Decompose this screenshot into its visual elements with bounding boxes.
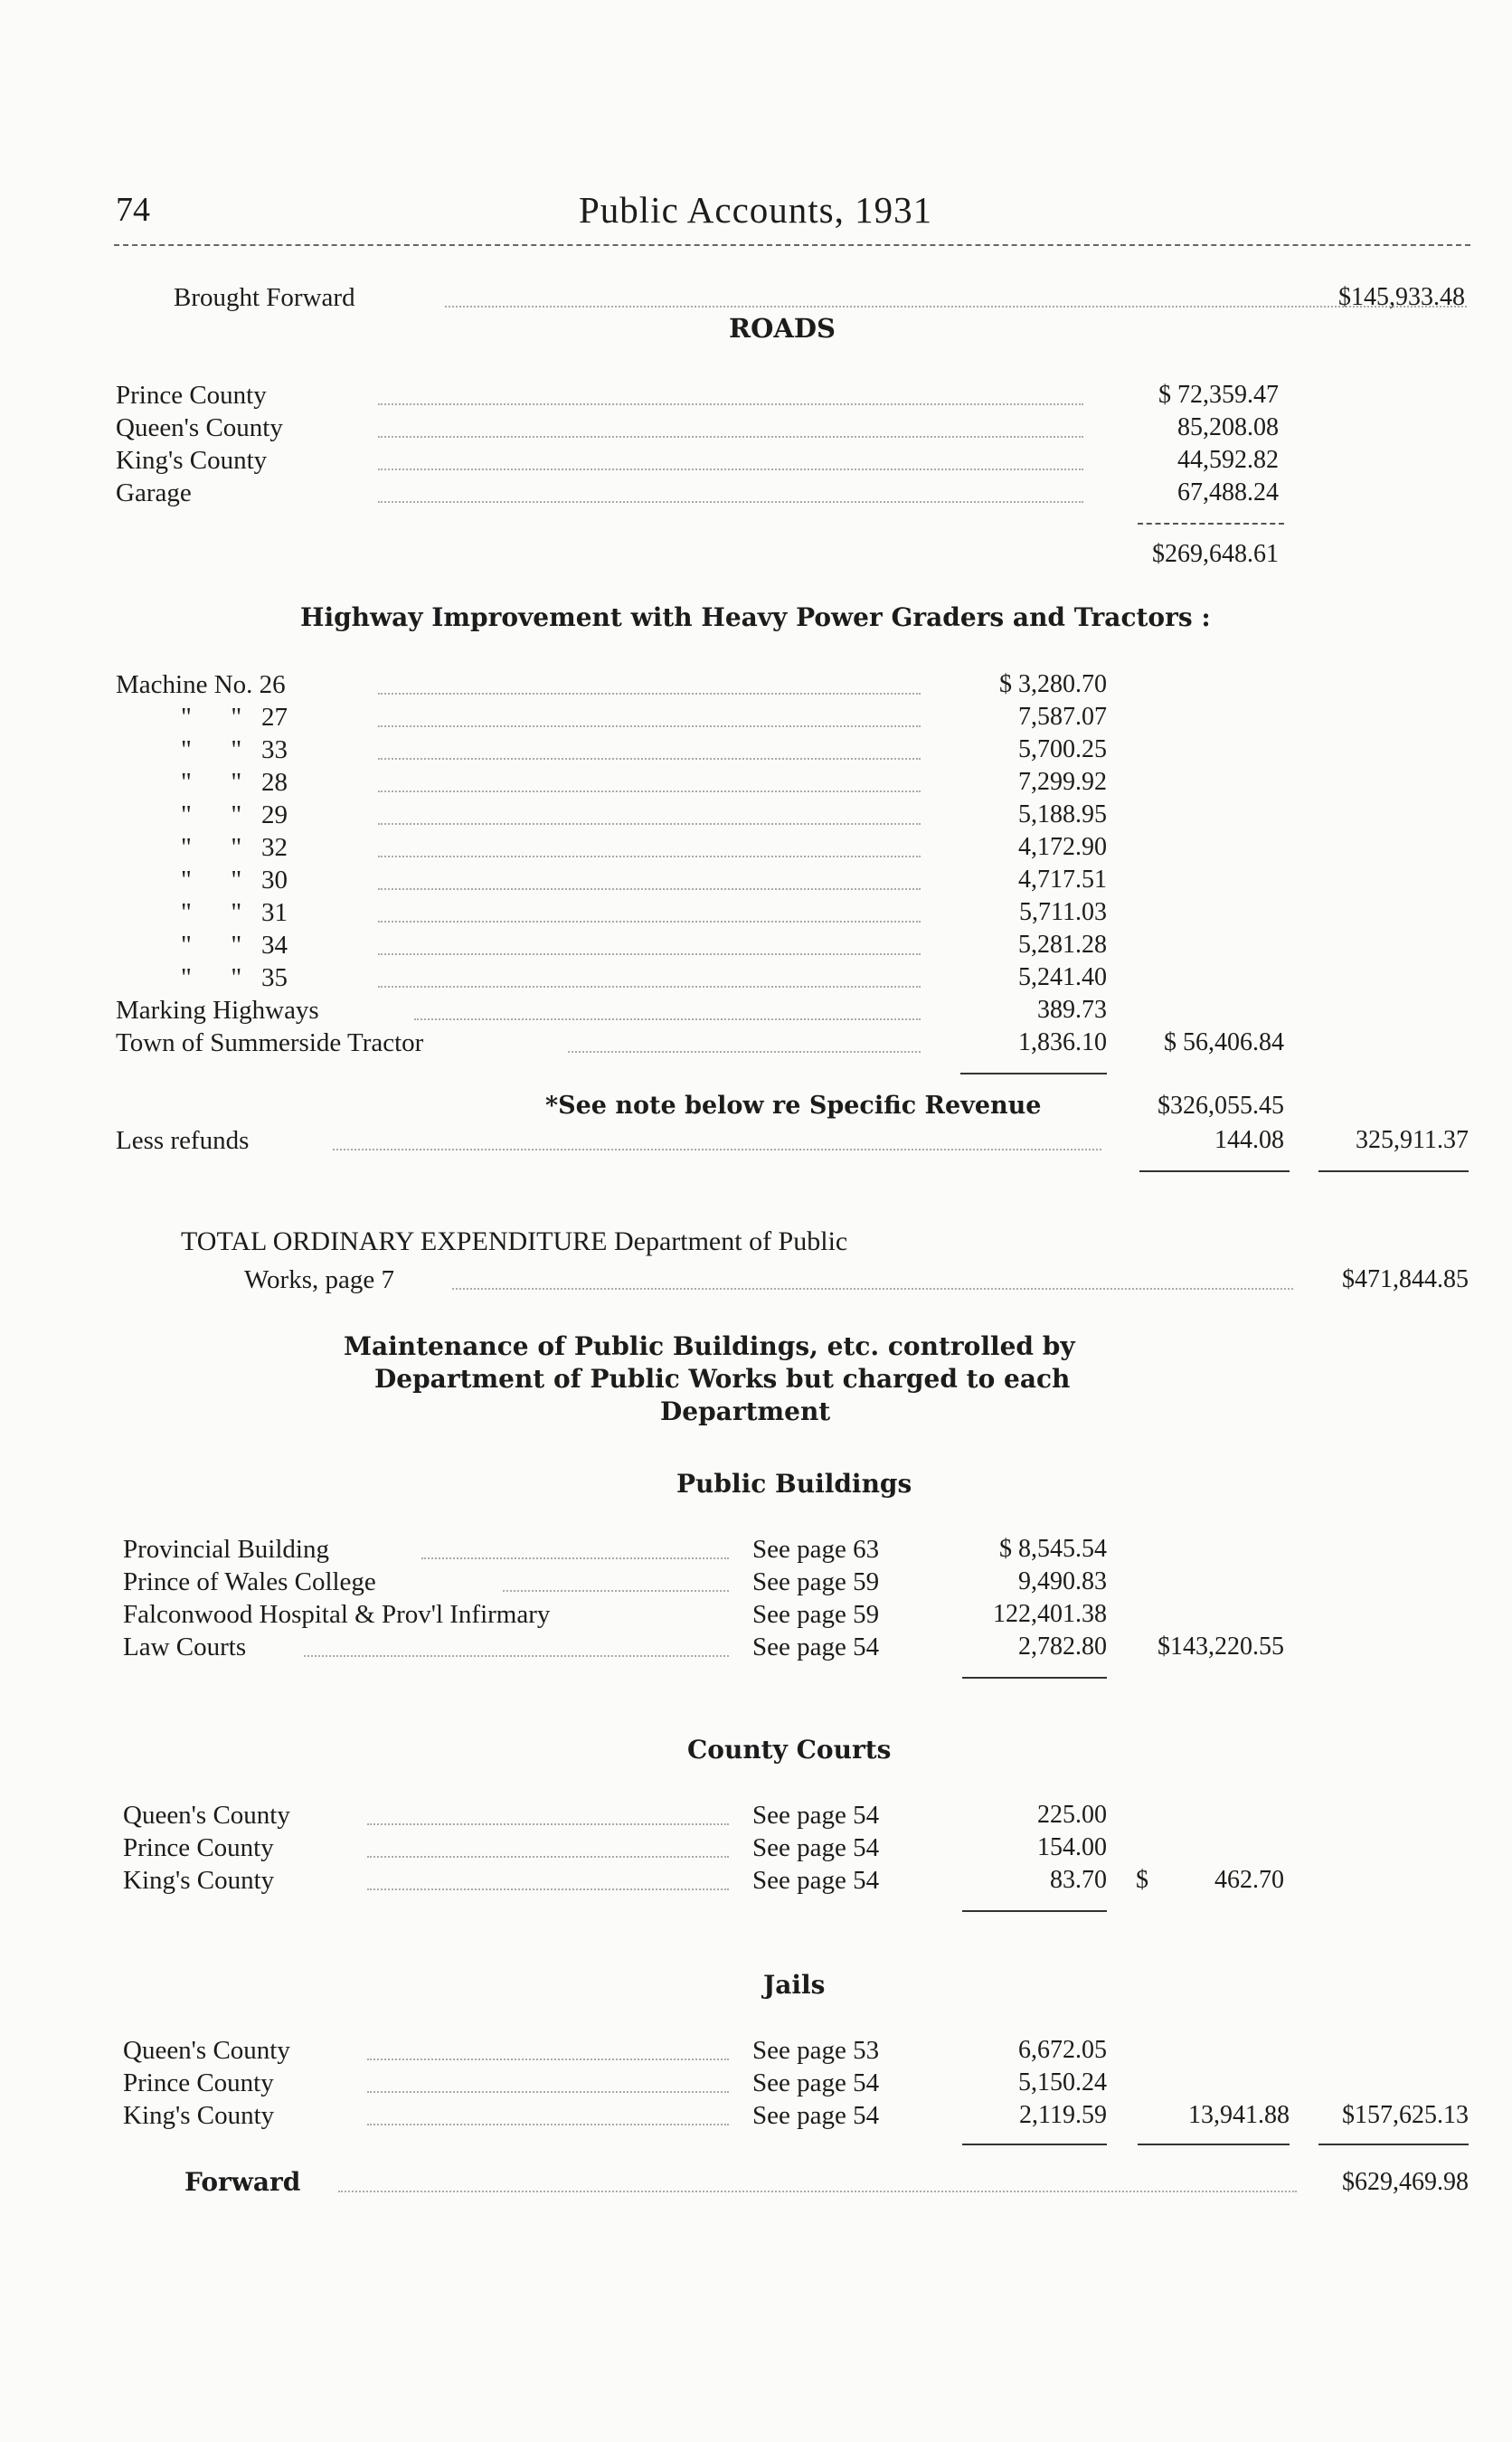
- ditto-mark: ": [231, 866, 242, 894]
- leader-dots: [378, 476, 1083, 503]
- public-building-amount: $ 8,545.54: [999, 1535, 1107, 1563]
- roads-item-label: Queen's County: [116, 411, 288, 445]
- machine-amount: 5,241.40: [1018, 963, 1107, 991]
- ditto-mark: ": [181, 931, 192, 960]
- page-reference: See page 54: [752, 1633, 880, 1661]
- jail-label: Queen's County: [123, 2033, 296, 2068]
- county-court-label: Queen's County: [123, 1798, 296, 1832]
- ditto-mark: ": [231, 963, 242, 992]
- subtotal-rule: [962, 1910, 1107, 1912]
- machine-row: [116, 863, 930, 897]
- leader-dots: [503, 1565, 729, 1592]
- leader-dots: [378, 733, 921, 760]
- machine-number: 32: [260, 833, 288, 862]
- ditto-mark: ": [231, 833, 242, 862]
- machine-number: 33: [260, 735, 288, 764]
- page-reference: See page 53: [752, 2036, 880, 2065]
- highway-total: $ 56,406.84: [1164, 1028, 1284, 1056]
- machine-label: [181, 895, 293, 930]
- county-court-row: [123, 1798, 756, 1832]
- machine-label: [181, 765, 293, 800]
- machine-label: [181, 733, 293, 767]
- subtotal-rule: [960, 1073, 1107, 1074]
- machine-amount: 5,700.25: [1018, 735, 1107, 763]
- machine-amount: 5,188.95: [1018, 800, 1107, 828]
- forward-row: [184, 2165, 1315, 2200]
- machine-row: [116, 733, 930, 767]
- header-rule: [114, 244, 1470, 246]
- county-court-amount: 225.00: [1037, 1801, 1107, 1829]
- machine-number: 34: [260, 931, 288, 960]
- machine-amount: 5,711.03: [1019, 898, 1107, 926]
- ditto-mark: ": [231, 768, 242, 797]
- ditto-mark: ": [181, 768, 192, 797]
- leader-dots: [414, 993, 921, 1020]
- jails-heading: Jails: [763, 1970, 826, 2000]
- public-building-amount: 2,782.80: [1018, 1633, 1107, 1661]
- leader-dots: [378, 700, 921, 727]
- roads-item-amount: 85,208.08: [1177, 413, 1279, 441]
- ditto-mark: ": [231, 703, 242, 732]
- machine-row: [116, 667, 930, 702]
- subtotal-rule: [962, 1677, 1107, 1679]
- subtotal-rule: [1138, 523, 1284, 525]
- roads-row: [116, 476, 1101, 510]
- marking-row: [116, 993, 930, 1027]
- ditto-mark: ": [181, 963, 192, 992]
- subtotal-rule: [962, 2144, 1107, 2145]
- subtotal-rule: [1318, 2144, 1469, 2145]
- marking-amount: 389.73: [1037, 996, 1107, 1024]
- machine-row: [116, 765, 930, 800]
- machine-row: [116, 928, 930, 962]
- ditto-mark: ": [181, 800, 192, 829]
- tractor-label: Town of Summerside Tractor: [116, 1026, 429, 1060]
- jail-amount: 6,672.05: [1018, 2036, 1107, 2064]
- public-building-label: Falconwood Hospital & Prov'l Infirmary: [123, 1597, 555, 1632]
- marking-label: Marking Highways: [116, 993, 325, 1027]
- maintenance-line2: Department of Public Works but charged to each: [374, 1364, 1071, 1394]
- brought-forward-amount: $145,933.48: [1338, 283, 1465, 311]
- machine-row: [116, 895, 930, 930]
- public-building-label: Provincial Building: [123, 1532, 335, 1566]
- county-courts-total: 462.70: [1214, 1866, 1284, 1894]
- total-ordinary-line2: Works, page 7: [244, 1263, 400, 1297]
- county-courts-total-sign: $: [1136, 1866, 1148, 1894]
- refunds-row: [116, 1123, 1110, 1158]
- leader-dots: [367, 1798, 729, 1825]
- ditto-mark: ": [231, 800, 242, 829]
- leader-dots: [378, 863, 921, 890]
- ditto-mark: ": [231, 931, 242, 960]
- leader-dots: [378, 667, 921, 695]
- ditto-mark: ": [181, 866, 192, 894]
- county-court-amount: 83.70: [1050, 1866, 1107, 1894]
- page-reference: See page 59: [752, 1567, 880, 1596]
- leader-dots: [378, 765, 921, 792]
- tractor-row: [116, 1026, 930, 1060]
- machine-label: [181, 700, 293, 734]
- roads-heading: ROADS: [729, 313, 836, 344]
- county-court-label: Prince County: [123, 1831, 279, 1865]
- page-reference: See page 54: [752, 1866, 880, 1895]
- page-title: Public Accounts, 1931: [579, 189, 933, 231]
- leader-dots: [378, 411, 1083, 438]
- jail-row: [123, 2066, 756, 2100]
- leader-dots: [421, 1532, 729, 1559]
- roads-total: $269,648.61: [1152, 540, 1279, 568]
- roads-row: [116, 443, 1101, 478]
- forward-amount: $629,469.98: [1342, 2168, 1469, 2196]
- machine-number: 35: [260, 963, 288, 992]
- leader-dots: [378, 443, 1083, 470]
- machine-amount: $ 3,280.70: [999, 670, 1107, 698]
- machine-row: [116, 798, 930, 832]
- public-buildings-total: $143,220.55: [1158, 1633, 1284, 1661]
- page-reference: See page 63: [752, 1535, 880, 1564]
- machine-label: [181, 961, 293, 995]
- public-building-row: [123, 1565, 756, 1599]
- machine-number: 30: [260, 866, 288, 894]
- brought-forward-row: [174, 280, 1349, 315]
- page-number: 74: [116, 191, 150, 229]
- leader-dots: [338, 2165, 1297, 2192]
- ditto-mark: ": [181, 898, 192, 927]
- subtotal-rule: [1139, 1170, 1290, 1172]
- jail-amount: 2,119.59: [1019, 2101, 1107, 2129]
- refunds-amount: 144.08: [1214, 1126, 1284, 1154]
- ditto-mark: ": [231, 898, 242, 927]
- page-reference: See page 59: [752, 1600, 880, 1629]
- machine-label: [181, 863, 293, 897]
- roads-item-amount: 67,488.24: [1177, 478, 1279, 506]
- public-building-amount: 122,401.38: [993, 1600, 1107, 1628]
- roads-item-label: Prince County: [116, 378, 272, 412]
- county-court-amount: 154.00: [1037, 1833, 1107, 1861]
- machine-label: [181, 798, 293, 832]
- leader-dots: [367, 2033, 729, 2060]
- machine-number: 31: [260, 898, 288, 927]
- leader-dots: [378, 928, 921, 955]
- machine-number: 26: [259, 670, 286, 699]
- roads-item-label: King's County: [116, 443, 272, 478]
- leader-dots: [378, 961, 921, 988]
- machine-amount: 4,172.90: [1018, 833, 1107, 861]
- jails-total: 13,941.88: [1188, 2101, 1290, 2129]
- machine-row: [116, 961, 930, 995]
- machine-row: [116, 830, 930, 865]
- leader-dots: [304, 1630, 729, 1657]
- public-building-row: [123, 1597, 756, 1632]
- ditto-mark: ": [181, 735, 192, 764]
- leader-dots: [378, 798, 921, 825]
- jail-label: King's County: [123, 2098, 279, 2133]
- leader-dots: [367, 2098, 729, 2125]
- subtotal-rule: [1138, 2144, 1290, 2145]
- ditto-mark: ": [231, 735, 242, 764]
- leader-dots: [568, 1026, 921, 1053]
- machine-amount: 4,717.51: [1018, 866, 1107, 894]
- leader-dots: [378, 830, 921, 857]
- roads-row: [116, 378, 1101, 412]
- roads-row: [116, 411, 1101, 445]
- note-amount: $326,055.45: [1158, 1092, 1284, 1120]
- leader-dots: [367, 1863, 729, 1890]
- leader-dots: [367, 1831, 729, 1858]
- leader-dots: [445, 280, 1467, 308]
- public-buildings-heading: Public Buildings: [676, 1469, 912, 1499]
- forward-label: Forward: [184, 2165, 306, 2200]
- machine-number: 29: [260, 800, 288, 829]
- jail-label: Prince County: [123, 2066, 279, 2100]
- highway-heading: Highway Improvement with Heavy Power Graders and Tractors :: [300, 602, 1211, 632]
- ditto-mark: ": [181, 703, 192, 732]
- county-courts-heading: County Courts: [687, 1735, 892, 1765]
- maintenance-line3: Department: [660, 1396, 831, 1426]
- machine-label: Machine No. 26: [116, 667, 291, 702]
- refunds-label: Less refunds: [116, 1123, 254, 1158]
- page-reference: See page 54: [752, 2101, 880, 2130]
- total-ordinary-amount: $471,844.85: [1342, 1265, 1469, 1293]
- public-building-row: [123, 1532, 756, 1566]
- tractor-amount: 1,836.10: [1018, 1028, 1107, 1056]
- public-building-label: Law Courts: [123, 1630, 251, 1664]
- jail-row: [123, 2033, 756, 2068]
- specific-revenue-note: *See note below re Specific Revenue: [545, 1092, 1042, 1120]
- county-court-row: [123, 1863, 756, 1898]
- page-reference: See page 54: [752, 2068, 880, 2097]
- leader-dots: [378, 378, 1083, 405]
- total-ordinary-row: [244, 1263, 1311, 1297]
- total-ordinary-line1: TOTAL ORDINARY EXPENDITURE Department of Public: [181, 1226, 848, 1256]
- maintenance-grand-total: $157,625.13: [1342, 2101, 1469, 2129]
- subtotal-rule: [1318, 1170, 1469, 1172]
- leader-dots: [333, 1123, 1101, 1150]
- page-reference: See page 54: [752, 1801, 880, 1830]
- brought-forward-label: Brought Forward: [174, 280, 361, 315]
- machine-row: [116, 700, 930, 734]
- page-reference: See page 54: [752, 1833, 880, 1862]
- machine-amount: 7,299.92: [1018, 768, 1107, 796]
- public-building-label: Prince of Wales College: [123, 1565, 382, 1599]
- jail-row: [123, 2098, 756, 2133]
- leader-dots: [452, 1263, 1293, 1290]
- refunds-net: 325,911.37: [1356, 1126, 1469, 1154]
- ditto-mark: ": [181, 833, 192, 862]
- public-building-row: [123, 1630, 756, 1664]
- machine-label: [181, 928, 293, 962]
- machine-number: 27: [260, 703, 288, 732]
- maintenance-line1: Maintenance of Public Buildings, etc. controlled by: [344, 1331, 1075, 1361]
- machine-label: [181, 830, 293, 865]
- machine-amount: 7,587.07: [1018, 703, 1107, 731]
- county-court-row: [123, 1831, 756, 1865]
- public-building-amount: 9,490.83: [1018, 1567, 1107, 1595]
- roads-item-amount: 44,592.82: [1177, 446, 1279, 474]
- leader-dots: [378, 895, 921, 923]
- roads-item-label: Garage: [116, 476, 197, 510]
- roads-item-amount: $ 72,359.47: [1158, 381, 1279, 409]
- jail-amount: 5,150.24: [1018, 2068, 1107, 2097]
- leader-dots: [367, 2066, 729, 2093]
- machine-number: 28: [260, 768, 288, 797]
- county-court-label: King's County: [123, 1863, 279, 1898]
- machine-amount: 5,281.28: [1018, 931, 1107, 959]
